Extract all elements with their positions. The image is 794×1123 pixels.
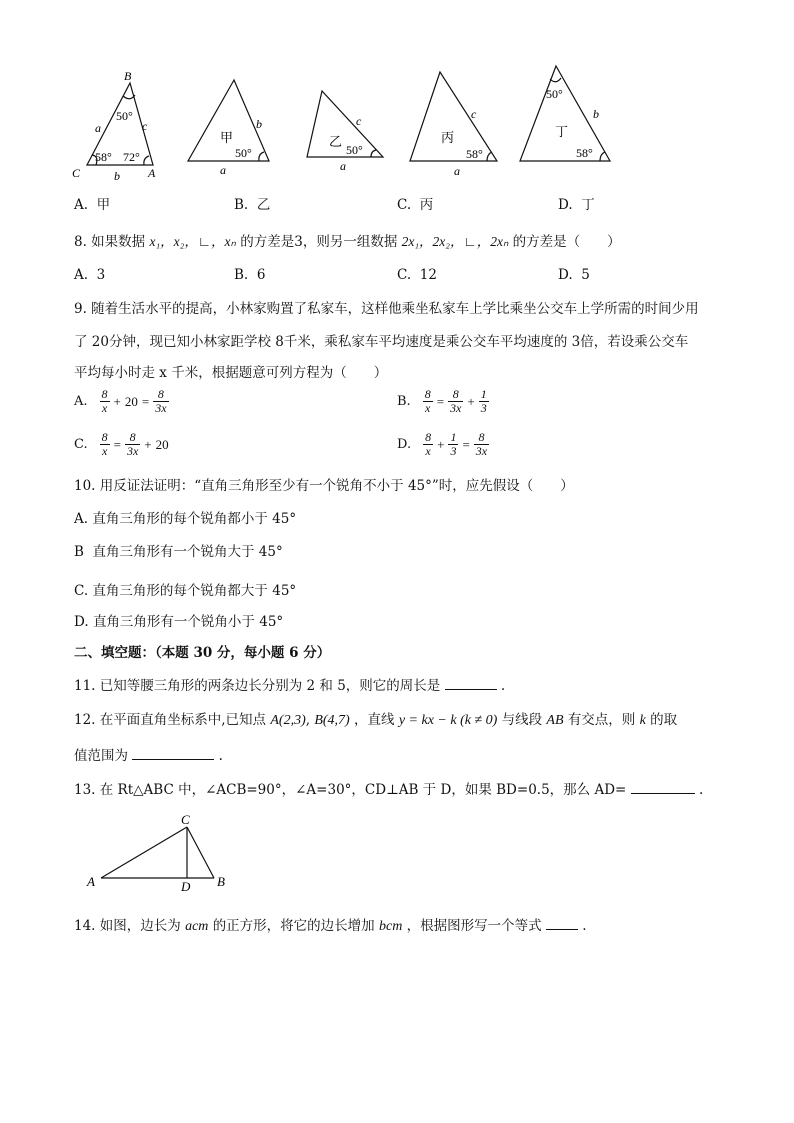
yi-side-a: a [340, 159, 346, 173]
q7-triangles-figure [66, 62, 626, 182]
q11-stem: 11. 已知等腰三角形的两条边长分别为 2 和 5，则它的周长是 . [74, 678, 506, 694]
q8-option-b[interactable]: B. 6 [234, 267, 266, 283]
q10-option-d[interactable]: D. 直角三角形有一个锐角小于 45° [74, 614, 284, 630]
q9-line-2: 了 20分钟，现已知小林家距学校 8千米，乘私家车平均速度是乘公交车平均速度的 3倍，若设乘公交车 [74, 334, 689, 350]
ref-side-c: c [142, 119, 148, 133]
q13-answer-blank[interactable] [631, 781, 695, 794]
q10-option-a[interactable]: A. 直角三角形的每个锐角都小于 45° [74, 511, 297, 527]
ref-side-a: a [95, 121, 101, 135]
jia-name: 甲 [220, 130, 234, 145]
ding-angle-top: 50° [546, 87, 563, 101]
q7-option-b[interactable]: B. 乙 [234, 197, 271, 213]
ref-angle-right: 72° [123, 150, 140, 164]
ding-side-b: b [593, 107, 599, 121]
ref-vertex-B: B [124, 69, 132, 83]
section-2-heading: 二、填空题：（本题 30 分，每小题 6 分） [74, 645, 331, 661]
ding-name: 丁 [555, 124, 569, 139]
q10-stem: 10. 用反证法证明：“直角三角形至少有一个锐角不小于 45°”时，应先假设（ ） [74, 478, 574, 494]
q12-stem-line-1: 12. 在平面直角坐标系中,已知点 A(2,3), B(4,7) ，直线 y = kx − k (k ≠ 0) 与线段 AB 有交点，则 k 的取 [74, 712, 678, 728]
q9-option-a[interactable]: A. $\frac{8}{x}$ + 20 = $\frac{8}{3x}$ [74, 387, 167, 415]
jia-angle: 50° [235, 146, 252, 160]
q9-option-c[interactable]: C. $\frac{8}{x}$ = $\frac{8}{3x}$ + 20 [74, 430, 169, 458]
q10-option-b[interactable]: B 直角三角形有一个锐角大于 45° [74, 544, 283, 560]
triangle-yi [307, 91, 383, 157]
jia-side-b: b [256, 117, 262, 131]
ref-vertex-C: C [72, 166, 81, 180]
ref-angle-top: 50° [116, 109, 133, 123]
q9-option-b[interactable]: B. $\frac{8}{x}$ = $\frac{8}{3x}$ + $\frac{1}{3}$ [397, 387, 487, 415]
ding-angle-right: 58° [576, 146, 593, 160]
q13-label-C: C [181, 812, 190, 827]
yi-side-c: c [356, 114, 362, 128]
yi-angle: 50° [346, 143, 363, 157]
segment-CB [187, 827, 214, 878]
q13-label-D: D [181, 879, 191, 892]
q9-line-3: 平均每小时走 x 千米，根据题意可列方程为（ ） [74, 365, 388, 381]
q12-stem-line-2: 值范围为 . [74, 748, 223, 764]
q9-line-1: 9. 随着生活水平的提高，小林家购置了私家车，这样他乘坐私家车上学比乘坐公交车上学所需的时间少用 [74, 301, 699, 317]
bing-angle: 58° [466, 147, 483, 161]
jia-side-a: a [220, 163, 226, 177]
triangle-bing [410, 72, 497, 161]
segment-AC [101, 827, 187, 878]
q13-label-A: A [87, 874, 95, 889]
q9-option-d[interactable]: D. $\frac{8}{x}$ + $\frac{1}{3}$ = $\frac{8}{3x}$ [397, 430, 488, 458]
q11-answer-blank[interactable] [445, 677, 497, 690]
q8-dataset-2: 2x₁，2x₂，∟，2xₙ [401, 234, 509, 249]
ref-side-b: b [114, 169, 120, 182]
bing-side-a: a [454, 164, 460, 178]
ref-vertex-A: A [148, 166, 156, 180]
q8-stem: 8. 如果数据 x₁，x₂，∟，xₙ 的方差是3，则另一组数据 2x₁，2x₂，∟，2xₙ 的方差是（ ） [74, 234, 621, 250]
q14-stem: 14. 如图，边长为 acm 的正方形，将它的边长增加 bcm ，根据图形写一个等式 . [74, 918, 587, 934]
q13-label-B: B [217, 874, 225, 889]
q14-answer-blank[interactable] [546, 917, 578, 930]
bing-name: 丙 [441, 130, 455, 145]
q10-option-c[interactable]: C. 直角三角形的每个锐角都大于 45° [74, 583, 297, 599]
q8-dataset-1: x₁，x₂，∟，xₙ [149, 234, 236, 249]
q7-option-a[interactable]: A. 甲 [74, 197, 111, 213]
yi-name: 乙 [329, 134, 343, 149]
bing-side-c: c [471, 107, 477, 121]
q7-option-d[interactable]: D. 丁 [558, 197, 595, 213]
q8-option-c[interactable]: C. 12 [397, 267, 437, 283]
q13-figure [84, 812, 244, 892]
q7-option-c[interactable]: C. 丙 [397, 197, 434, 213]
q13-stem: 13. 在 Rt△ABC 中，∠ACB=90°，∠A=30°，CD⊥AB 于 D，如果 BD=0.5，那么 AD= . [74, 782, 704, 798]
q12-answer-blank[interactable] [132, 747, 214, 760]
ref-angle-left: 58° [95, 150, 112, 164]
q8-option-d[interactable]: D. 5 [558, 267, 590, 283]
q8-option-a[interactable]: A. 3 [74, 267, 106, 283]
